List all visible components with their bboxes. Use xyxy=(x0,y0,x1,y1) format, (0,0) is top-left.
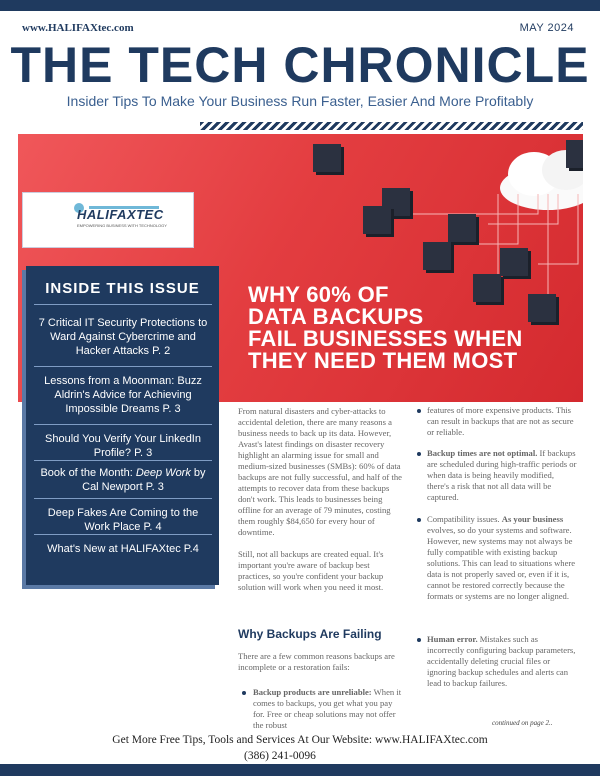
bullet-dot xyxy=(242,691,246,695)
article-column-1 xyxy=(238,406,404,593)
bullet-text: If backups are scheduled during high-traffic periods or when data is being heavily modified, there's a risk that not all data will be captured. xyxy=(427,448,577,502)
bullet-lead: Human error. xyxy=(427,634,478,644)
headline-line: FAIL BUSINESSES WHEN xyxy=(248,326,523,351)
decorative-stripes xyxy=(200,122,583,130)
sidebar-item[interactable]: 7 Critical IT Security Protections to Ward Against Cybercrime and Hacker Attacks P. 2 xyxy=(38,317,208,357)
company-logo xyxy=(22,192,194,248)
footer-website-line[interactable]: Get More Free Tips, Tools and Services At Our Website: www.HALIFAXtec.com xyxy=(112,734,488,746)
divider xyxy=(34,460,212,461)
bullet-text: When it comes to backups, you get what you pay for. Free or cheap solutions may not offer the robust xyxy=(253,687,402,730)
article-paragraph: Still, not all backups are created equal. It's important you're aware of backup best practices, so you're confident your backup solution will work when you need it most. xyxy=(238,549,384,592)
bullet-lead: Backup products are unreliable: xyxy=(253,687,372,697)
headline-line: DATA BACKUPS xyxy=(248,304,424,329)
article-headline xyxy=(248,284,578,372)
sidebar-item-text: Book of the Month: xyxy=(40,467,136,479)
sidebar-item[interactable]: Lessons from a Moonman: Buzz Aldrin's Advice for Achieving Impossible Dreams P. 3 xyxy=(44,375,202,415)
book-title: Deep Work xyxy=(135,467,191,479)
top-bar xyxy=(0,0,600,11)
bullet-item xyxy=(427,514,577,602)
bullet-item xyxy=(253,687,404,731)
bullet-item xyxy=(427,448,577,503)
sidebar-item[interactable]: What's New at HALIFAXtec P.4 xyxy=(47,543,199,555)
bottom-bar xyxy=(0,764,600,776)
divider xyxy=(34,304,212,305)
server-cube xyxy=(448,214,476,242)
server-cube xyxy=(566,140,583,168)
divider xyxy=(34,498,212,499)
footer-phone[interactable]: (386) 241-0096 xyxy=(244,750,316,762)
divider xyxy=(34,366,212,367)
bullet-lead: As your business xyxy=(501,514,564,524)
divider xyxy=(34,424,212,425)
sidebar-title: INSIDE THIS ISSUE xyxy=(45,280,200,297)
article-paragraph: There are a few common reasons backups are incomplete or a restoration fails: xyxy=(238,651,395,672)
server-cube xyxy=(363,206,391,234)
sidebar-item[interactable]: Deep Fakes Are Coming to the Work Place P. 4 xyxy=(47,507,199,533)
sidebar-item-text: by Cal Newport P. 3 xyxy=(82,467,206,493)
section-heading: Why Backups Are Failing xyxy=(238,627,382,641)
tagline: Insider Tips To Make Your Business Run Faster, Easier And More Profitably xyxy=(66,93,534,109)
bullet-text: Mistakes such as incorrectly configuring backup parameters, accidentally deleting crucial files or ignoring backup schedules and alerts can lead to backup failures. xyxy=(427,634,576,688)
divider xyxy=(34,534,212,535)
continued-note: continued on page 2.. xyxy=(492,719,553,727)
sidebar-item[interactable] xyxy=(34,466,212,494)
logo-subtitle: EMPOWERING BUSINESS WITH TECHNOLOGY xyxy=(77,223,167,228)
sidebar-item[interactable]: Should You Verify Your LinkedIn Profile? P. 3 xyxy=(45,433,201,459)
bullet-dot xyxy=(417,518,421,522)
bullet-dot xyxy=(417,452,421,456)
bullet-continuation: features of more expensive products. This can result in backups that are not as secure or reliable. xyxy=(427,405,574,437)
server-cube xyxy=(500,248,528,276)
logo-name: HALIFAXTEC xyxy=(77,207,164,222)
masthead-title: THE TECH CHRONICLE xyxy=(10,37,590,93)
headline-line: WHY 60% OF xyxy=(248,282,389,307)
bullet-lead: Backup times are not optimal. xyxy=(427,448,538,458)
issue-date: MAY 2024 xyxy=(519,22,574,34)
bullet-item xyxy=(427,634,577,689)
server-cube xyxy=(423,242,451,270)
bullet-dot xyxy=(417,409,421,413)
server-cube xyxy=(313,144,341,172)
headline-line: THEY NEED THEM MOST xyxy=(248,348,518,373)
bullet-dot xyxy=(417,638,421,642)
bullet-text: evolves, so do your systems and software. However, new systems may not always be fully compatible with existing backup solutions. This can lead to situations where data is not properly saved or, even if it is, cannot be restored correctly because the formats or systems are no longer aligned. xyxy=(427,525,576,601)
bullet-text: Compatibility issues. xyxy=(427,514,502,524)
article-paragraph: From natural disasters and cyber-attacks to accidental deletion, there are many reasons a business needs to back up its data. However, Avast's latest findings on disaster recovery highlight an alarming issue for small and medium-sized businesses (SMBs): 60% of data backups are not fully successful, and half of the attempts to recover data from these backups don't work. This leads to businesses being offline for an average of 79 minutes, costing them roughly $84,650 for every hour of downtime. xyxy=(238,406,402,537)
inside-this-issue-box xyxy=(26,266,219,585)
website-link[interactable]: www.HALIFAXtec.com xyxy=(22,22,134,34)
